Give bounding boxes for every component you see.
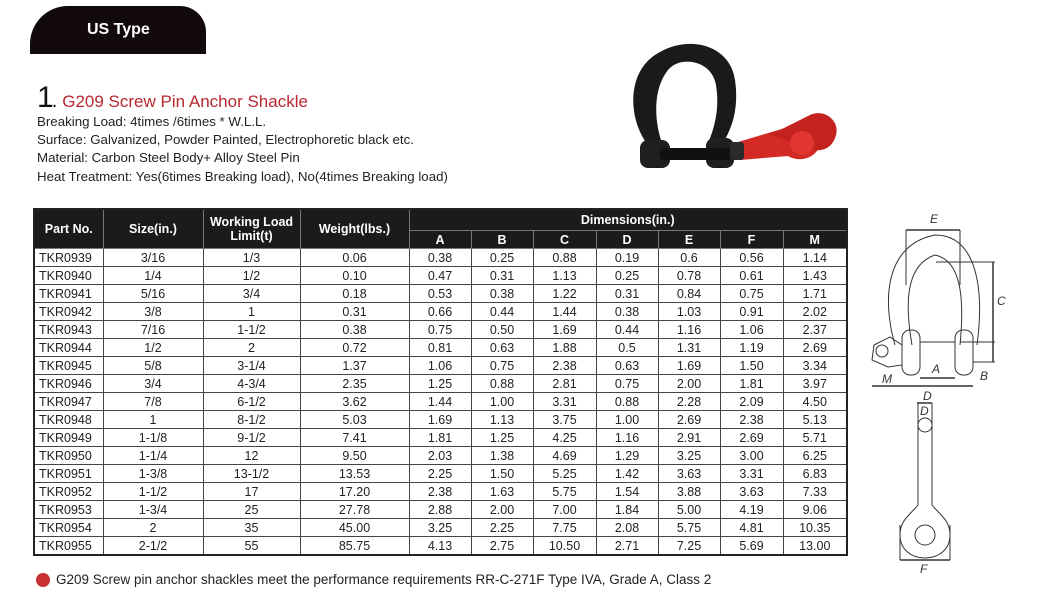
section-number: 1 <box>37 81 52 114</box>
table-cell: 7/16 <box>103 321 203 339</box>
table-row <box>34 447 847 465</box>
spec-breaking-load: Breaking Load: 4times /6times * W.L.L. <box>37 114 267 129</box>
table-cell: 1.43 <box>783 267 847 285</box>
table-cell: 1 <box>203 303 300 321</box>
table-cell: 1/3 <box>203 249 300 267</box>
table-cell: 9.50 <box>300 447 409 465</box>
table-row <box>34 303 847 321</box>
table-cell: 5.03 <box>300 411 409 429</box>
table-cell: 1.54 <box>596 483 658 501</box>
table-cell: 4.25 <box>533 429 596 447</box>
header-dim-b: B <box>471 231 533 249</box>
table-cell: 1-1/8 <box>103 429 203 447</box>
part-number-cell: TKR0952 <box>34 483 103 501</box>
table-cell: 0.38 <box>596 303 658 321</box>
table-row <box>34 393 847 411</box>
table-cell: 0.38 <box>300 321 409 339</box>
table-cell: 3/16 <box>103 249 203 267</box>
table-row <box>34 249 847 267</box>
table-cell: 35 <box>203 519 300 537</box>
table-row <box>34 465 847 483</box>
table-cell: 7/8 <box>103 393 203 411</box>
table-cell: 2.69 <box>783 339 847 357</box>
table-cell: 55 <box>203 537 300 556</box>
table-cell: 0.84 <box>658 285 720 303</box>
table-cell: 1.31 <box>658 339 720 357</box>
part-number-cell: TKR0942 <box>34 303 103 321</box>
table-cell: 0.66 <box>409 303 471 321</box>
table-cell: 1.44 <box>409 393 471 411</box>
table-cell: 1.69 <box>409 411 471 429</box>
table-cell: 1.38 <box>471 447 533 465</box>
table-cell: 13.00 <box>783 537 847 556</box>
table-cell: 2.09 <box>720 393 783 411</box>
table-row <box>34 357 847 375</box>
table-row <box>34 267 847 285</box>
table-cell: 0.06 <box>300 249 409 267</box>
table-cell: 2.35 <box>300 375 409 393</box>
table-cell: 0.56 <box>720 249 783 267</box>
table-cell: 2 <box>103 519 203 537</box>
spec-table-body <box>34 249 847 556</box>
table-cell: 3.34 <box>783 357 847 375</box>
table-cell: 13-1/2 <box>203 465 300 483</box>
spec-surface: Surface: Galvanized, Powder Painted, Electrophoretic black etc. <box>37 132 414 147</box>
table-cell: 5.71 <box>783 429 847 447</box>
label-d: D <box>920 404 929 418</box>
table-cell: 0.75 <box>720 285 783 303</box>
table-cell: 1.88 <box>533 339 596 357</box>
header-dim-c: C <box>533 231 596 249</box>
table-cell: 0.75 <box>596 375 658 393</box>
shackle-product-photo <box>620 30 850 170</box>
table-cell: 85.75 <box>300 537 409 556</box>
header-dim-d: D <box>596 231 658 249</box>
table-cell: 0.31 <box>300 303 409 321</box>
table-cell: 2.38 <box>533 357 596 375</box>
table-cell: 4.19 <box>720 501 783 519</box>
table-cell: 1.81 <box>409 429 471 447</box>
table-cell: 7.25 <box>658 537 720 556</box>
table-cell: 1.19 <box>720 339 783 357</box>
label-e: E <box>930 212 939 226</box>
table-cell: 2.69 <box>658 411 720 429</box>
shackle-dimension-diagram <box>860 205 1010 575</box>
header-working-load-limit <box>203 209 300 249</box>
table-cell: 5/8 <box>103 357 203 375</box>
part-number-cell: TKR0950 <box>34 447 103 465</box>
table-cell: 1.29 <box>596 447 658 465</box>
table-cell: 0.91 <box>720 303 783 321</box>
table-cell: 1.69 <box>533 321 596 339</box>
part-number-cell: TKR0940 <box>34 267 103 285</box>
table-cell: 1/2 <box>203 267 300 285</box>
table-cell: 0.5 <box>596 339 658 357</box>
table-cell: 2.38 <box>409 483 471 501</box>
label-c: C <box>997 294 1006 308</box>
table-cell: 0.53 <box>409 285 471 303</box>
table-row <box>34 339 847 357</box>
table-cell: 1.00 <box>596 411 658 429</box>
header-wll-line1: Working Load <box>209 215 294 229</box>
spec-material: Material: Carbon Steel Body+ Alloy Steel Pin <box>37 150 300 165</box>
table-cell: 1/2 <box>103 339 203 357</box>
table-cell: 0.75 <box>409 321 471 339</box>
table-cell: 45.00 <box>300 519 409 537</box>
table-cell: 2.75 <box>471 537 533 556</box>
table-cell: 5.69 <box>720 537 783 556</box>
table-cell: 25 <box>203 501 300 519</box>
table-cell: 0.31 <box>596 285 658 303</box>
header-size: Size(in.) <box>103 209 203 249</box>
table-cell: 3.31 <box>533 393 596 411</box>
table-cell: 0.38 <box>409 249 471 267</box>
label-a: A <box>932 362 941 376</box>
product-title <box>37 81 448 114</box>
table-cell: 4.13 <box>409 537 471 556</box>
table-cell: 0.25 <box>596 267 658 285</box>
table-cell: 3.88 <box>658 483 720 501</box>
table-cell: 1.42 <box>596 465 658 483</box>
table-cell: 0.75 <box>471 357 533 375</box>
table-cell: 2.88 <box>409 501 471 519</box>
spec-table <box>33 208 848 556</box>
table-cell: 4.81 <box>720 519 783 537</box>
table-row <box>34 285 847 303</box>
table-cell: 6.83 <box>783 465 847 483</box>
header-weight: Weight(lbs.) <box>300 209 409 249</box>
part-number-cell: TKR0955 <box>34 537 103 556</box>
table-cell: 0.61 <box>720 267 783 285</box>
part-number-cell: TKR0949 <box>34 429 103 447</box>
table-cell: 1.71 <box>783 285 847 303</box>
table-cell: 7.00 <box>533 501 596 519</box>
table-cell: 0.81 <box>409 339 471 357</box>
table-cell: 2.25 <box>471 519 533 537</box>
compliance-note-text: G209 Screw pin anchor shackles meet the performance requirements RR-C-271F Type IVA, Grade A, Class 2 <box>56 572 712 587</box>
header-dim-f: F <box>720 231 783 249</box>
table-cell: 0.50 <box>471 321 533 339</box>
header-wll-line2: Limit(t) <box>230 229 273 243</box>
table-cell: 1.81 <box>720 375 783 393</box>
table-row <box>34 537 847 556</box>
table-cell: 9-1/2 <box>203 429 300 447</box>
table-cell: 2.91 <box>658 429 720 447</box>
table-cell: 13.53 <box>300 465 409 483</box>
table-cell: 17 <box>203 483 300 501</box>
table-cell: 9.06 <box>783 501 847 519</box>
table-cell: 1.37 <box>300 357 409 375</box>
table-cell: 1.50 <box>720 357 783 375</box>
table-cell: 1.44 <box>533 303 596 321</box>
table-cell: 1.22 <box>533 285 596 303</box>
table-cell: 1.50 <box>471 465 533 483</box>
table-cell: 4.69 <box>533 447 596 465</box>
table-cell: 3.97 <box>783 375 847 393</box>
table-row <box>34 321 847 339</box>
spec-heat-treatment: Heat Treatment: Yes(6times Breaking load), No(4times Breaking load) <box>37 169 448 184</box>
header-dim-a: A <box>409 231 471 249</box>
table-cell: 1.25 <box>471 429 533 447</box>
table-cell: 1-3/4 <box>103 501 203 519</box>
table-cell: 3/4 <box>103 375 203 393</box>
table-cell: 2.02 <box>783 303 847 321</box>
table-cell: 0.10 <box>300 267 409 285</box>
table-cell: 1.25 <box>409 375 471 393</box>
table-cell: 1.16 <box>658 321 720 339</box>
table-cell: 3-1/4 <box>203 357 300 375</box>
section-dot: . <box>51 90 58 112</box>
table-cell: 1 <box>103 411 203 429</box>
table-cell: 2.37 <box>783 321 847 339</box>
table-cell: 1.06 <box>720 321 783 339</box>
part-number-cell: TKR0954 <box>34 519 103 537</box>
header-dim-e: E <box>658 231 720 249</box>
table-row <box>34 519 847 537</box>
table-cell: 2.69 <box>720 429 783 447</box>
table-cell: 1.63 <box>471 483 533 501</box>
table-cell: 0.88 <box>533 249 596 267</box>
table-cell: 1.14 <box>783 249 847 267</box>
table-cell: 3.63 <box>720 483 783 501</box>
header-dim-m: M <box>783 231 847 249</box>
table-cell: 2.38 <box>720 411 783 429</box>
table-cell: 4-3/4 <box>203 375 300 393</box>
table-cell: 0.19 <box>596 249 658 267</box>
table-cell: 8-1/2 <box>203 411 300 429</box>
table-cell: 5.75 <box>658 519 720 537</box>
table-row <box>34 483 847 501</box>
table-row <box>34 501 847 519</box>
table-cell: 5.25 <box>533 465 596 483</box>
table-row <box>34 429 847 447</box>
table-cell: 5/16 <box>103 285 203 303</box>
part-number-cell: TKR0947 <box>34 393 103 411</box>
table-cell: 1.13 <box>533 267 596 285</box>
table-cell: 2.00 <box>471 501 533 519</box>
part-number-cell: TKR0951 <box>34 465 103 483</box>
table-cell: 3.63 <box>658 465 720 483</box>
part-number-cell: TKR0946 <box>34 375 103 393</box>
label-d-top: D <box>923 389 932 403</box>
table-cell: 0.63 <box>471 339 533 357</box>
label-f: F <box>920 562 928 575</box>
table-cell: 0.18 <box>300 285 409 303</box>
table-cell: 6.25 <box>783 447 847 465</box>
table-cell: 3.00 <box>720 447 783 465</box>
banner-label: US Type <box>87 21 150 38</box>
part-number-cell: TKR0943 <box>34 321 103 339</box>
table-cell: 1.06 <box>409 357 471 375</box>
table-cell: 1.16 <box>596 429 658 447</box>
table-row <box>34 411 847 429</box>
table-cell: 12 <box>203 447 300 465</box>
table-cell: 2.28 <box>658 393 720 411</box>
part-number-cell: TKR0941 <box>34 285 103 303</box>
table-cell: 2.25 <box>409 465 471 483</box>
table-cell: 2.00 <box>658 375 720 393</box>
table-cell: 7.75 <box>533 519 596 537</box>
table-cell: 5.00 <box>658 501 720 519</box>
table-cell: 2.08 <box>596 519 658 537</box>
table-cell: 3.25 <box>409 519 471 537</box>
table-cell: 0.25 <box>471 249 533 267</box>
table-cell: 0.88 <box>596 393 658 411</box>
table-cell: 10.50 <box>533 537 596 556</box>
table-cell: 1-1/2 <box>203 321 300 339</box>
label-b: B <box>980 369 989 383</box>
table-cell: 6-1/2 <box>203 393 300 411</box>
table-cell: 3/8 <box>103 303 203 321</box>
table-cell: 0.63 <box>596 357 658 375</box>
part-number-cell: TKR0945 <box>34 357 103 375</box>
table-cell: 3/4 <box>203 285 300 303</box>
product-title-text: G209 Screw Pin Anchor Shackle <box>62 92 308 111</box>
part-number-cell: TKR0953 <box>34 501 103 519</box>
table-cell: 2.71 <box>596 537 658 556</box>
table-cell: 27.78 <box>300 501 409 519</box>
table-cell: 2 <box>203 339 300 357</box>
table-cell: 0.31 <box>471 267 533 285</box>
table-cell: 7.33 <box>783 483 847 501</box>
table-cell: 3.75 <box>533 411 596 429</box>
table-cell: 1.69 <box>658 357 720 375</box>
compliance-note <box>36 572 711 587</box>
table-cell: 2-1/2 <box>103 537 203 556</box>
table-cell: 4.50 <box>783 393 847 411</box>
table-cell: 0.6 <box>658 249 720 267</box>
table-cell: 1-1/2 <box>103 483 203 501</box>
table-cell: 1-3/8 <box>103 465 203 483</box>
table-cell: 5.13 <box>783 411 847 429</box>
table-cell: 7.41 <box>300 429 409 447</box>
part-number-cell: TKR0939 <box>34 249 103 267</box>
table-cell: 0.47 <box>409 267 471 285</box>
table-cell: 1/4 <box>103 267 203 285</box>
part-number-cell: TKR0948 <box>34 411 103 429</box>
table-cell: 17.20 <box>300 483 409 501</box>
table-row <box>34 375 847 393</box>
header-part-no: Part No. <box>34 209 103 249</box>
part-number-cell: TKR0944 <box>34 339 103 357</box>
table-cell: 0.44 <box>596 321 658 339</box>
header-dimensions: Dimensions(in.) <box>409 209 847 231</box>
table-cell: 5.75 <box>533 483 596 501</box>
table-cell: 1-1/4 <box>103 447 203 465</box>
label-m: M <box>882 372 892 386</box>
table-cell: 2.03 <box>409 447 471 465</box>
table-cell: 1.84 <box>596 501 658 519</box>
us-type-banner <box>30 6 206 54</box>
table-cell: 3.62 <box>300 393 409 411</box>
product-info <box>37 81 448 186</box>
table-cell: 3.31 <box>720 465 783 483</box>
table-cell: 1.03 <box>658 303 720 321</box>
table-cell: 0.78 <box>658 267 720 285</box>
table-cell: 0.88 <box>471 375 533 393</box>
table-cell: 0.38 <box>471 285 533 303</box>
table-cell: 1.00 <box>471 393 533 411</box>
table-cell: 2.81 <box>533 375 596 393</box>
table-cell: 0.72 <box>300 339 409 357</box>
table-cell: 1.13 <box>471 411 533 429</box>
table-cell: 10.35 <box>783 519 847 537</box>
red-bullet-icon <box>36 573 50 587</box>
table-cell: 0.44 <box>471 303 533 321</box>
table-cell: 3.25 <box>658 447 720 465</box>
